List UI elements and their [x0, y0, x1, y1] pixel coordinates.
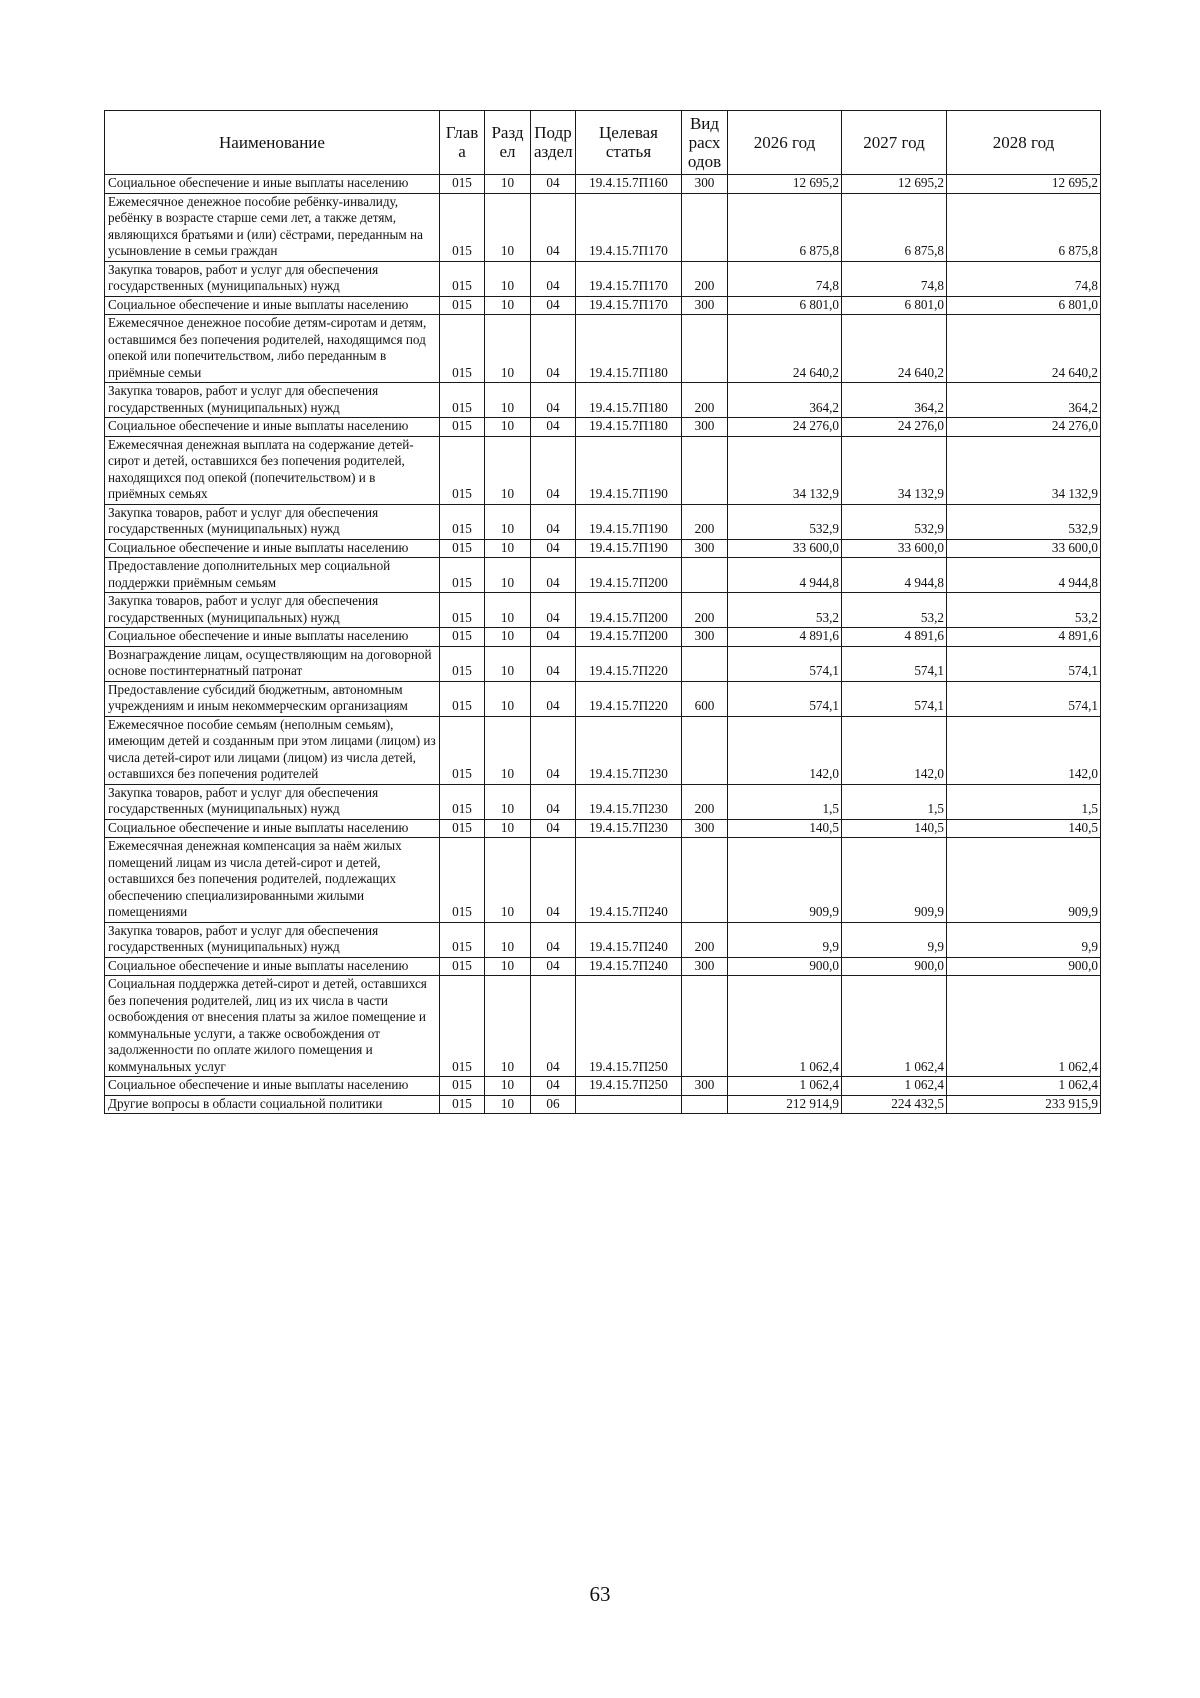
cell-glava: 015: [440, 418, 485, 437]
table-row: [105, 558, 1101, 593]
cell-razdel: 10: [485, 922, 531, 957]
table-row: [105, 436, 1101, 504]
cell-target-article: 19.4.15.7П170: [576, 296, 682, 315]
table-header: [105, 111, 1101, 175]
cell-year-2027: 574,1: [842, 646, 947, 681]
header-podrazdel: Подр аздел: [531, 111, 576, 175]
cell-razdel: 10: [485, 716, 531, 784]
cell-year-2026: 574,1: [728, 646, 842, 681]
cell-razdel: 10: [485, 315, 531, 383]
cell-year-2026: 532,9: [728, 504, 842, 539]
cell-podrazdel: 04: [531, 193, 576, 261]
cell-year-2028: 1,5: [947, 784, 1101, 819]
cell-podrazdel: 04: [531, 383, 576, 418]
cell-podrazdel: 04: [531, 175, 576, 194]
cell-name: Социальное обеспечение и иные выплаты населению: [105, 819, 440, 838]
cell-year-2028: 142,0: [947, 716, 1101, 784]
cell-name: Закупка товаров, работ и услуг для обеспечения государственных (муниципальных) нужд: [105, 593, 440, 628]
cell-expense-type: 200: [682, 593, 728, 628]
header-target-article: Целевая статья: [576, 111, 682, 175]
cell-expense-type: [682, 838, 728, 923]
cell-razdel: 10: [485, 193, 531, 261]
cell-glava: 015: [440, 315, 485, 383]
cell-razdel: 10: [485, 628, 531, 647]
cell-year-2026: 574,1: [728, 681, 842, 716]
cell-year-2026: 4 944,8: [728, 558, 842, 593]
header-year-2028: 2028 год: [947, 111, 1101, 175]
cell-year-2028: 12 695,2: [947, 175, 1101, 194]
cell-razdel: 10: [485, 296, 531, 315]
cell-year-2027: 140,5: [842, 819, 947, 838]
cell-razdel: 10: [485, 436, 531, 504]
cell-name: Вознаграждение лицам, осуществляющим на договорной основе постинтернатный патронат: [105, 646, 440, 681]
table-row: [105, 784, 1101, 819]
table-row: [105, 1095, 1101, 1114]
cell-razdel: 10: [485, 784, 531, 819]
cell-year-2027: 532,9: [842, 504, 947, 539]
cell-year-2028: 140,5: [947, 819, 1101, 838]
cell-year-2028: 74,8: [947, 261, 1101, 296]
cell-expense-type: [682, 976, 728, 1077]
cell-target-article: 19.4.15.7П240: [576, 922, 682, 957]
cell-year-2028: 4 944,8: [947, 558, 1101, 593]
cell-year-2028: 900,0: [947, 957, 1101, 976]
cell-year-2026: 1 062,4: [728, 976, 842, 1077]
cell-razdel: 10: [485, 175, 531, 194]
cell-year-2028: 6 875,8: [947, 193, 1101, 261]
cell-name: Социальное обеспечение и иные выплаты населению: [105, 296, 440, 315]
cell-target-article: 19.4.15.7П180: [576, 418, 682, 437]
cell-year-2027: 6 875,8: [842, 193, 947, 261]
cell-glava: 015: [440, 976, 485, 1077]
cell-razdel: 10: [485, 418, 531, 437]
budget-table: [104, 110, 1101, 1114]
cell-expense-type: 200: [682, 504, 728, 539]
header-row: [105, 111, 1101, 175]
cell-podrazdel: 04: [531, 922, 576, 957]
cell-target-article: 19.4.15.7П240: [576, 957, 682, 976]
cell-expense-type: [682, 315, 728, 383]
cell-year-2028: 24 640,2: [947, 315, 1101, 383]
table-row: [105, 193, 1101, 261]
cell-expense-type: 300: [682, 957, 728, 976]
cell-expense-type: 300: [682, 296, 728, 315]
cell-podrazdel: 04: [531, 628, 576, 647]
cell-glava: 015: [440, 504, 485, 539]
cell-year-2028: 34 132,9: [947, 436, 1101, 504]
cell-name: Социальное обеспечение и иные выплаты населению: [105, 1077, 440, 1096]
table-body: [105, 175, 1101, 1114]
cell-name: Ежемесячное денежное пособие ребёнку-инвалиду, ребёнку в возрасте старше семи лет, а также детям, являющихся братьями и (или) сёстрами, переданным на усыновление в семьи граждан: [105, 193, 440, 261]
cell-podrazdel: 04: [531, 716, 576, 784]
cell-podrazdel: 04: [531, 838, 576, 923]
cell-target-article: 19.4.15.7П200: [576, 558, 682, 593]
table-row: [105, 646, 1101, 681]
cell-name: Предоставление субсидий бюджетным, автономным учреждениям и иным некоммерческим организациям: [105, 681, 440, 716]
cell-year-2027: 74,8: [842, 261, 947, 296]
cell-year-2028: 233 915,9: [947, 1095, 1101, 1114]
cell-year-2026: 364,2: [728, 383, 842, 418]
table-row: [105, 681, 1101, 716]
cell-year-2027: 34 132,9: [842, 436, 947, 504]
cell-name: Социальное обеспечение и иные выплаты населению: [105, 628, 440, 647]
cell-year-2027: 224 432,5: [842, 1095, 947, 1114]
cell-glava: 015: [440, 716, 485, 784]
cell-expense-type: [682, 1095, 728, 1114]
cell-year-2028: 53,2: [947, 593, 1101, 628]
cell-year-2028: 9,9: [947, 922, 1101, 957]
cell-name: Социальное обеспечение и иные выплаты населению: [105, 175, 440, 194]
cell-podrazdel: 04: [531, 504, 576, 539]
table-row: [105, 716, 1101, 784]
cell-glava: 015: [440, 436, 485, 504]
cell-podrazdel: 04: [531, 418, 576, 437]
cell-year-2026: 212 914,9: [728, 1095, 842, 1114]
cell-year-2027: 12 695,2: [842, 175, 947, 194]
cell-expense-type: 300: [682, 539, 728, 558]
cell-glava: 015: [440, 296, 485, 315]
header-name: Наименование: [105, 111, 440, 175]
cell-year-2028: 4 891,6: [947, 628, 1101, 647]
cell-glava: 015: [440, 175, 485, 194]
page-number: 63: [589, 1582, 611, 1606]
cell-target-article: 19.4.15.7П240: [576, 838, 682, 923]
cell-expense-type: 300: [682, 175, 728, 194]
table-row: [105, 504, 1101, 539]
cell-expense-type: 200: [682, 922, 728, 957]
cell-razdel: 10: [485, 558, 531, 593]
cell-year-2027: 1,5: [842, 784, 947, 819]
cell-target-article: [576, 1095, 682, 1114]
table-row: [105, 315, 1101, 383]
cell-glava: 015: [440, 681, 485, 716]
table-row: [105, 922, 1101, 957]
cell-year-2026: 140,5: [728, 819, 842, 838]
cell-year-2027: 909,9: [842, 838, 947, 923]
cell-podrazdel: 04: [531, 261, 576, 296]
cell-target-article: 19.4.15.7П250: [576, 1077, 682, 1096]
table-row: [105, 296, 1101, 315]
cell-expense-type: [682, 646, 728, 681]
cell-podrazdel: 04: [531, 681, 576, 716]
cell-glava: 015: [440, 922, 485, 957]
cell-podrazdel: 04: [531, 646, 576, 681]
table-row: [105, 1077, 1101, 1096]
cell-podrazdel: 04: [531, 593, 576, 628]
table-row: [105, 819, 1101, 838]
cell-glava: 015: [440, 838, 485, 923]
cell-expense-type: [682, 193, 728, 261]
cell-year-2026: 900,0: [728, 957, 842, 976]
cell-target-article: 19.4.15.7П230: [576, 716, 682, 784]
cell-name: Социальное обеспечение и иные выплаты населению: [105, 539, 440, 558]
cell-target-article: 19.4.15.7П170: [576, 193, 682, 261]
cell-name: Ежемесячная денежная компенсация за наём жилых помещений лицам из числа детей-сирот и детей, оставшихся без попечения родителей, подлежащих обеспечению специализированными жилыми помещениями: [105, 838, 440, 923]
cell-expense-type: 300: [682, 628, 728, 647]
cell-target-article: 19.4.15.7П220: [576, 646, 682, 681]
cell-target-article: 19.4.15.7П160: [576, 175, 682, 194]
cell-name: Социальное обеспечение и иные выплаты населению: [105, 418, 440, 437]
cell-year-2026: 9,9: [728, 922, 842, 957]
cell-podrazdel: 04: [531, 558, 576, 593]
cell-target-article: 19.4.15.7П250: [576, 976, 682, 1077]
cell-year-2028: 532,9: [947, 504, 1101, 539]
cell-expense-type: [682, 558, 728, 593]
cell-year-2027: 24 640,2: [842, 315, 947, 383]
cell-year-2027: 1 062,4: [842, 1077, 947, 1096]
table-row: [105, 383, 1101, 418]
cell-expense-type: [682, 436, 728, 504]
cell-target-article: 19.4.15.7П200: [576, 593, 682, 628]
cell-expense-type: 200: [682, 383, 728, 418]
cell-year-2027: 24 276,0: [842, 418, 947, 437]
cell-year-2027: 9,9: [842, 922, 947, 957]
cell-name: Закупка товаров, работ и услуг для обеспечения государственных (муниципальных) нужд: [105, 261, 440, 296]
cell-name: Ежемесячное пособие семьям (неполным семьям), имеющим детей и созданным при этом лицами (лицом) из числа детей-сирот или лицами (лицом) из числа детей, оставшихся без попечения родителей: [105, 716, 440, 784]
cell-target-article: 19.4.15.7П230: [576, 784, 682, 819]
table-row: [105, 957, 1101, 976]
cell-expense-type: 200: [682, 784, 728, 819]
cell-target-article: 19.4.15.7П230: [576, 819, 682, 838]
cell-year-2026: 142,0: [728, 716, 842, 784]
cell-year-2026: 6 801,0: [728, 296, 842, 315]
cell-glava: 015: [440, 539, 485, 558]
header-razdel: Разд ел: [485, 111, 531, 175]
cell-razdel: 10: [485, 819, 531, 838]
cell-year-2026: 53,2: [728, 593, 842, 628]
table-row: [105, 593, 1101, 628]
cell-glava: 015: [440, 193, 485, 261]
cell-year-2028: 574,1: [947, 681, 1101, 716]
cell-target-article: 19.4.15.7П220: [576, 681, 682, 716]
cell-name: Социальная поддержка детей-сирот и детей, оставшихся без попечения родителей, лиц из их числа в части освобождения от внесения платы за жилое помещение и коммунальные услуги, а также освобождения от задолженности по оплате жилого помещения и коммунальных услуг: [105, 976, 440, 1077]
cell-year-2028: 364,2: [947, 383, 1101, 418]
cell-year-2028: 1 062,4: [947, 976, 1101, 1077]
cell-name: Ежемесячное денежное пособие детям-сиротам и детям, оставшимся без попечения родителей, находящимся под опекой или попечительством, либо переданным в приёмные семьи: [105, 315, 440, 383]
cell-year-2026: 909,9: [728, 838, 842, 923]
cell-target-article: 19.4.15.7П180: [576, 383, 682, 418]
cell-name: Ежемесячная денежная выплата на содержание детей-сирот и детей, оставшихся без попечения родителей, находящихся под опекой (попечительством) и в приёмных семьях: [105, 436, 440, 504]
cell-podrazdel: 04: [531, 784, 576, 819]
cell-expense-type: 300: [682, 819, 728, 838]
cell-year-2026: 33 600,0: [728, 539, 842, 558]
header-year-2027: 2027 год: [842, 111, 947, 175]
cell-target-article: 19.4.15.7П170: [576, 261, 682, 296]
cell-year-2027: 4 891,6: [842, 628, 947, 647]
cell-year-2027: 142,0: [842, 716, 947, 784]
cell-expense-type: 200: [682, 261, 728, 296]
cell-year-2028: 33 600,0: [947, 539, 1101, 558]
cell-year-2027: 574,1: [842, 681, 947, 716]
cell-name: Другие вопросы в области социальной политики: [105, 1095, 440, 1114]
cell-year-2027: 33 600,0: [842, 539, 947, 558]
cell-glava: 015: [440, 819, 485, 838]
cell-razdel: 10: [485, 838, 531, 923]
cell-glava: 015: [440, 383, 485, 418]
cell-podrazdel: 04: [531, 436, 576, 504]
cell-target-article: 19.4.15.7П190: [576, 436, 682, 504]
cell-glava: 015: [440, 261, 485, 296]
cell-glava: 015: [440, 646, 485, 681]
table-row: [105, 976, 1101, 1077]
cell-year-2028: 24 276,0: [947, 418, 1101, 437]
header-year-2026: 2026 год: [728, 111, 842, 175]
cell-glava: 015: [440, 558, 485, 593]
cell-year-2027: 900,0: [842, 957, 947, 976]
cell-razdel: 10: [485, 976, 531, 1077]
cell-glava: 015: [440, 593, 485, 628]
cell-podrazdel: 06: [531, 1095, 576, 1114]
cell-razdel: 10: [485, 539, 531, 558]
budget-table-container: [104, 110, 1100, 1114]
cell-podrazdel: 04: [531, 539, 576, 558]
table-row: [105, 539, 1101, 558]
cell-razdel: 10: [485, 1077, 531, 1096]
cell-name: Закупка товаров, работ и услуг для обеспечения государственных (муниципальных) нужд: [105, 383, 440, 418]
cell-name: Социальное обеспечение и иные выплаты населению: [105, 957, 440, 976]
cell-year-2026: 34 132,9: [728, 436, 842, 504]
header-expense-type: Вид расх одов: [682, 111, 728, 175]
cell-year-2026: 74,8: [728, 261, 842, 296]
cell-name: Закупка товаров, работ и услуг для обеспечения государственных (муниципальных) нужд: [105, 922, 440, 957]
cell-year-2026: 1 062,4: [728, 1077, 842, 1096]
cell-year-2027: 364,2: [842, 383, 947, 418]
cell-podrazdel: 04: [531, 819, 576, 838]
table-row: [105, 628, 1101, 647]
cell-razdel: 10: [485, 681, 531, 716]
cell-expense-type: [682, 716, 728, 784]
cell-podrazdel: 04: [531, 957, 576, 976]
cell-name: Предоставление дополнительных мер социальной поддержки приёмным семьям: [105, 558, 440, 593]
cell-podrazdel: 04: [531, 315, 576, 383]
cell-glava: 015: [440, 1077, 485, 1096]
cell-target-article: 19.4.15.7П200: [576, 628, 682, 647]
table-row: [105, 175, 1101, 194]
table-row: [105, 838, 1101, 923]
cell-year-2026: 12 695,2: [728, 175, 842, 194]
cell-name: Закупка товаров, работ и услуг для обеспечения государственных (муниципальных) нужд: [105, 504, 440, 539]
cell-year-2028: 574,1: [947, 646, 1101, 681]
cell-razdel: 10: [485, 261, 531, 296]
cell-razdel: 10: [485, 1095, 531, 1114]
cell-target-article: 19.4.15.7П190: [576, 504, 682, 539]
cell-target-article: 19.4.15.7П180: [576, 315, 682, 383]
cell-year-2026: 24 276,0: [728, 418, 842, 437]
cell-name: Закупка товаров, работ и услуг для обеспечения государственных (муниципальных) нужд: [105, 784, 440, 819]
cell-year-2026: 4 891,6: [728, 628, 842, 647]
cell-year-2027: 4 944,8: [842, 558, 947, 593]
table-row: [105, 418, 1101, 437]
cell-glava: 015: [440, 628, 485, 647]
cell-year-2026: 1,5: [728, 784, 842, 819]
cell-razdel: 10: [485, 646, 531, 681]
header-glava: Глав а: [440, 111, 485, 175]
cell-year-2028: 1 062,4: [947, 1077, 1101, 1096]
table-row: [105, 261, 1101, 296]
cell-podrazdel: 04: [531, 976, 576, 1077]
cell-glava: 015: [440, 957, 485, 976]
cell-expense-type: 300: [682, 418, 728, 437]
cell-expense-type: 600: [682, 681, 728, 716]
cell-razdel: 10: [485, 504, 531, 539]
cell-year-2027: 53,2: [842, 593, 947, 628]
cell-razdel: 10: [485, 593, 531, 628]
cell-year-2028: 6 801,0: [947, 296, 1101, 315]
cell-podrazdel: 04: [531, 1077, 576, 1096]
cell-year-2026: 6 875,8: [728, 193, 842, 261]
cell-target-article: 19.4.15.7П190: [576, 539, 682, 558]
cell-year-2026: 24 640,2: [728, 315, 842, 383]
cell-glava: 015: [440, 784, 485, 819]
cell-razdel: 10: [485, 957, 531, 976]
cell-year-2028: 909,9: [947, 838, 1101, 923]
cell-expense-type: 300: [682, 1077, 728, 1096]
cell-podrazdel: 04: [531, 296, 576, 315]
cell-year-2027: 6 801,0: [842, 296, 947, 315]
cell-razdel: 10: [485, 383, 531, 418]
cell-year-2027: 1 062,4: [842, 976, 947, 1077]
cell-glava: 015: [440, 1095, 485, 1114]
